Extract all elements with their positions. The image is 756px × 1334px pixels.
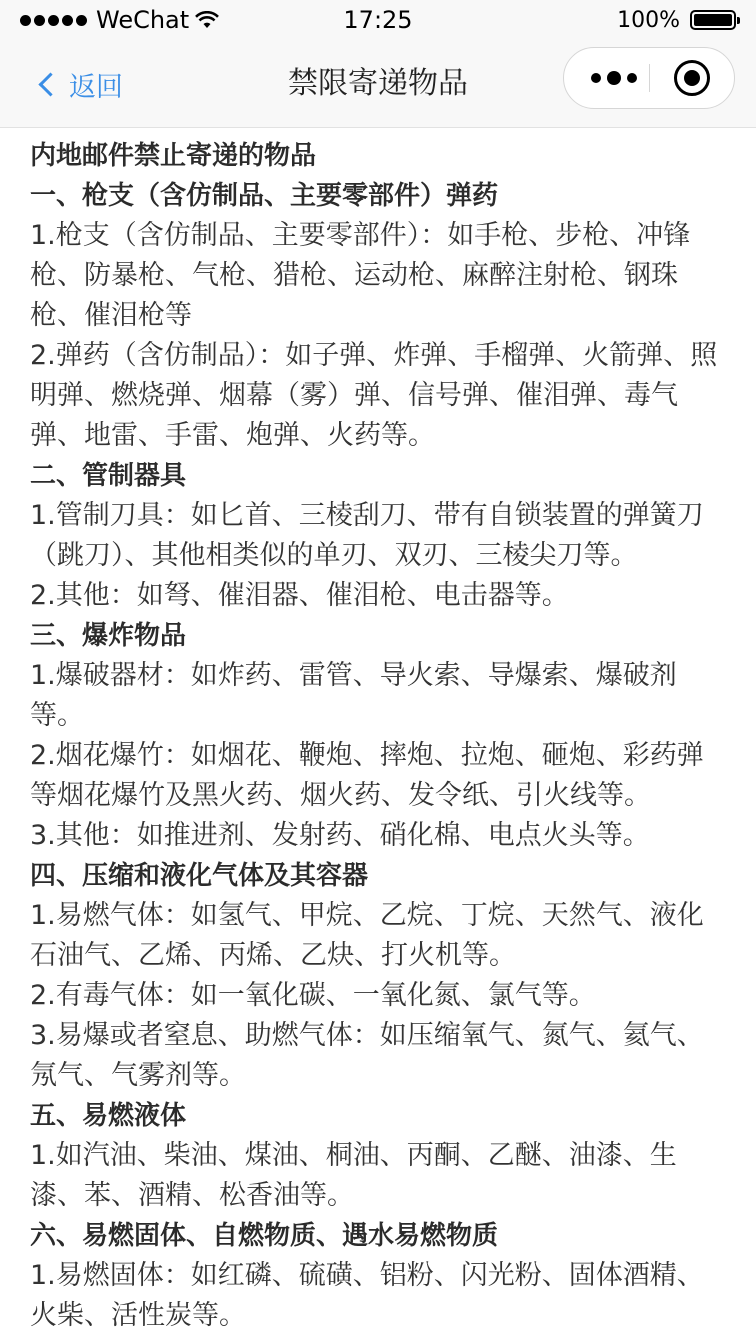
- section-heading: 三、爆炸物品: [30, 621, 187, 651]
- close-miniprogram-button[interactable]: [674, 60, 710, 96]
- item-paragraph: 2.烟花爆竹：如烟花、鞭炮、摔炮、拉炮、砸炮、彩药弹等烟花爆竹及黑火药、烟火药、发令纸、引火线等。: [30, 740, 704, 811]
- battery-percent: 100%: [617, 7, 680, 33]
- item-paragraph: 2.有毒气体：如一氧化碳、一氧化氮、氯气等。: [30, 980, 596, 1011]
- item-paragraph: 3.易爆或者窒息、助燃气体：如压缩氧气、氮气、氦气、氖气、气雾剂等。: [30, 1020, 704, 1091]
- status-time: 17:25: [343, 6, 413, 34]
- back-label: 返回: [69, 71, 123, 103]
- item-paragraph: 1.如汽油、柴油、煤油、桐油、丙酮、乙醚、油漆、生漆、苯、酒精、松香油等。: [30, 1140, 677, 1211]
- section-heading: 四、压缩和液化气体及其容器: [30, 861, 369, 891]
- item-paragraph: 3.其他：如推进剂、发射药、硝化棉、电点火头等。: [30, 820, 650, 851]
- status-bar: [0, 0, 756, 40]
- carrier-label: WeChat: [96, 6, 190, 34]
- section-heading: 内地邮件禁止寄递的物品: [30, 141, 317, 171]
- prohibited-items-content: [0, 128, 756, 1334]
- item-paragraph: 1.枪支（含仿制品、主要零部件）：如手枪、步枪、冲锋枪、防暴枪、气枪、猎枪、运动枪、麻醉注射枪、钢珠枪、催泪枪等: [30, 220, 691, 331]
- back-button[interactable]: [36, 64, 123, 104]
- more-dots-icon: [591, 73, 601, 83]
- item-paragraph: 1.爆破器材：如炸药、雷管、导火索、导爆索、爆破剂等。: [30, 660, 677, 731]
- item-paragraph: 2.弹药（含仿制品）：如子弹、炸弹、手榴弹、火箭弹、照明弹、燃烧弹、烟幕（雾）弹、信号弹、催泪弹、毒气弹、地雷、手雷、炮弹、火药等。: [30, 340, 718, 451]
- more-options-button[interactable]: [584, 48, 644, 108]
- item-paragraph: 1.易燃固体：如红磷、硫磺、铝粉、闪光粉、固体酒精、火柴、活性炭等。: [30, 1260, 704, 1331]
- status-right: [617, 4, 736, 36]
- section-heading: 二、管制器具: [30, 461, 187, 491]
- chevron-left-icon: [38, 72, 62, 96]
- item-paragraph: 2.其他：如弩、催泪器、催泪枪、电击器等。: [30, 580, 569, 611]
- section-heading: 五、易燃液体: [30, 1101, 187, 1131]
- capsule-divider: [649, 64, 650, 92]
- navigation-bar: [0, 40, 756, 128]
- item-paragraph: 1.易燃气体：如氢气、甲烷、乙烷、丁烷、天然气、液化石油气、乙烯、丙烯、乙炔、打火机等。: [30, 900, 704, 971]
- page-title: 禁限寄递物品: [288, 66, 468, 101]
- miniprogram-capsule: [563, 47, 735, 109]
- section-heading: 六、易燃固体、自燃物质、遇水易燃物质: [30, 1221, 499, 1251]
- battery-icon: [690, 10, 736, 30]
- item-paragraph: 1.管制刀具：如匕首、三棱刮刀、带有自锁装置的弹簧刀（跳刀）、其他相类似的单刃、双刃、三棱尖刀等。: [30, 500, 704, 571]
- section-heading: 一、枪支（含仿制品、主要零部件）弹药: [30, 181, 499, 211]
